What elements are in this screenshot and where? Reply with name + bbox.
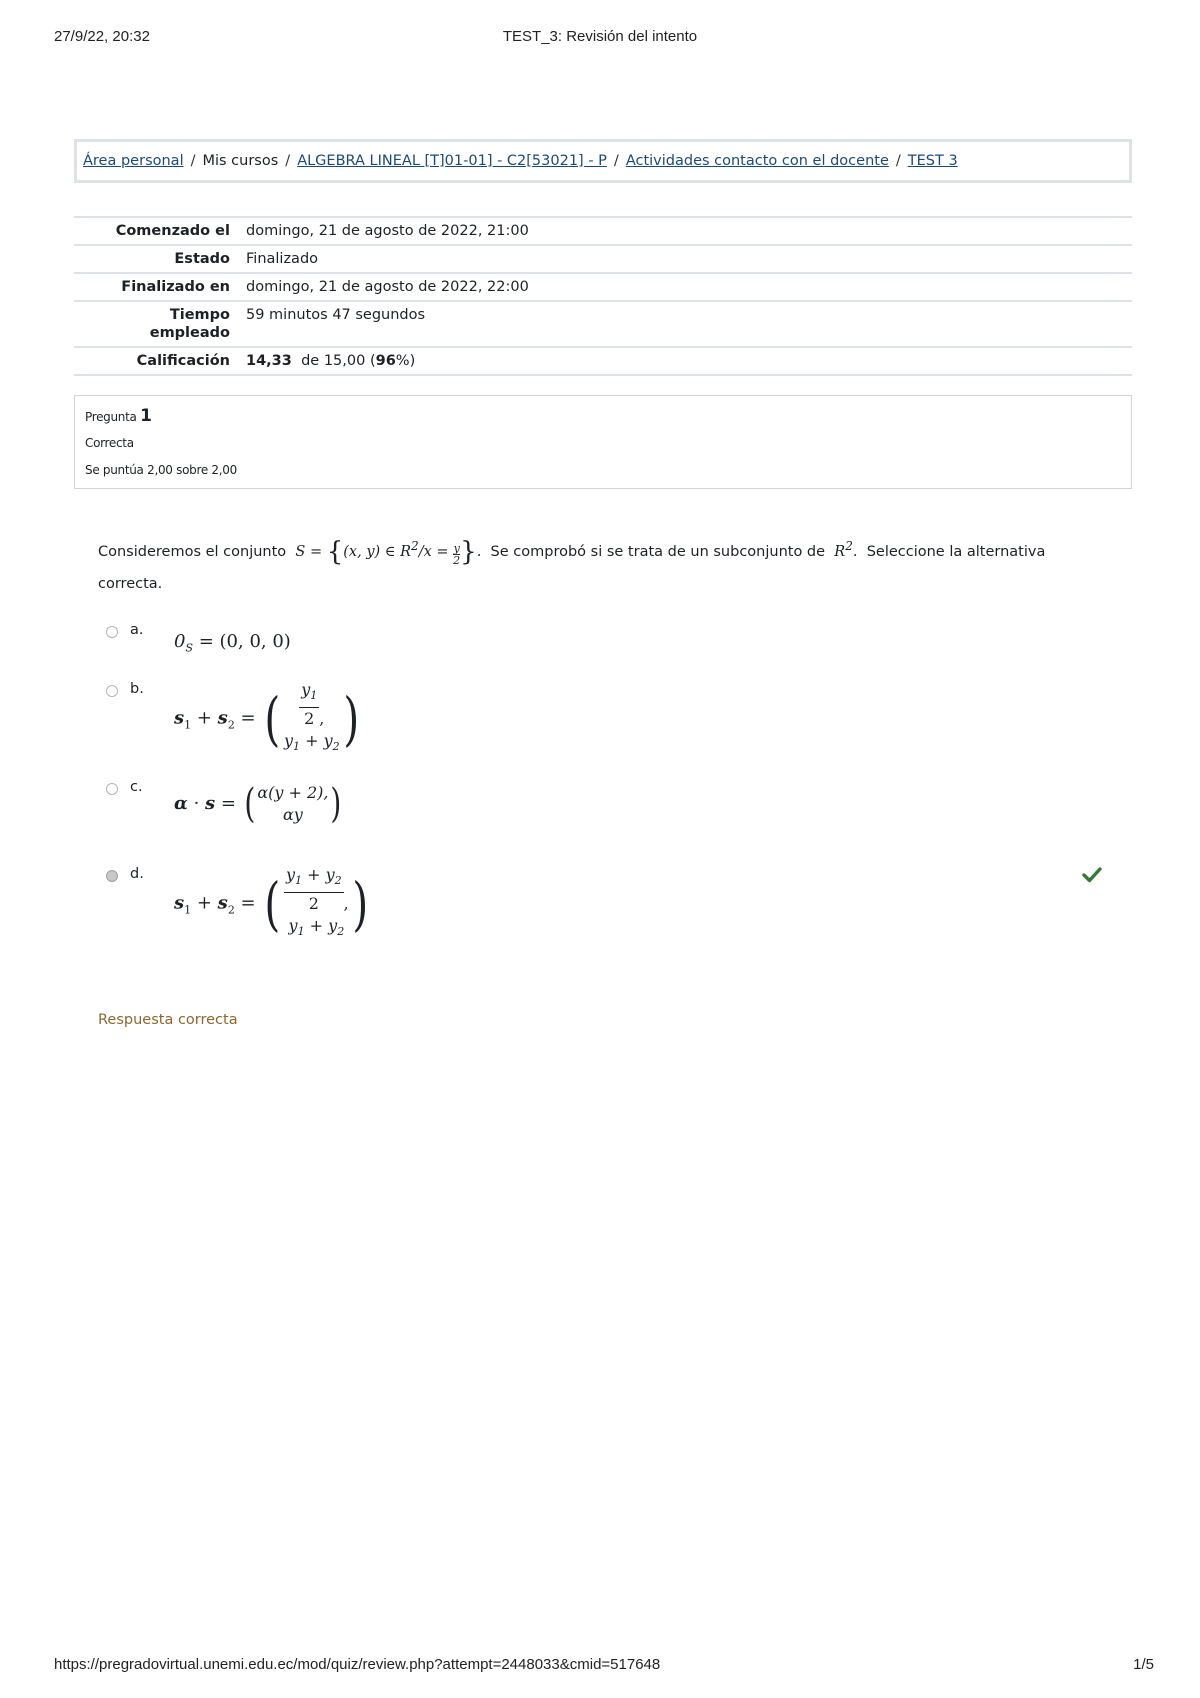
summary-row-state [74,245,1132,273]
breadcrumb-separator: / [285,153,291,169]
question-text-post: Seleccione la alternativa correcta. [98,543,1046,592]
summary-label: Calificación [136,353,230,369]
time-label-line2: empleado [149,325,230,341]
summary-value: domingo, 21 de agosto de 2022, 22:00 [246,279,529,295]
summary-value: Finalizado [246,251,319,267]
feedback-correct: Respuesta correcta [98,1012,238,1028]
option-letter: d. [130,866,144,882]
breadcrumb-separator: / [190,153,196,169]
summary-row-time [74,301,1132,347]
summary-label: Finalizado en [121,279,230,295]
grade-score: 14,33 [246,353,292,369]
option-c-radio[interactable] [106,783,118,795]
option-letter: a. [130,622,144,638]
breadcrumb-mis-cursos: Mis cursos [202,153,279,169]
breadcrumb-area-personal[interactable]: Área personal [83,153,184,169]
breadcrumb-separator: / [613,153,619,169]
option-a-formula: $0_S = (0$, 0, 0) [174,631,291,655]
attempt-summary-table [74,216,1132,376]
option-c-formula: α · s = ( α(y + 2), αy ) [174,781,342,827]
option-b-radio[interactable] [106,685,118,697]
question-label: Pregunta [85,410,137,424]
question-info-box [74,395,1132,489]
set-definition-formula: S = {(x, y) ∈ $R^2/x$ = $\frac{y}{2}$ }. [290,536,482,567]
summary-row-grade [74,347,1132,375]
breadcrumb-test3[interactable]: TEST 3 [907,153,958,169]
option-letter: c. [130,779,143,795]
question-mark: Se puntúa 2,00 sobre 2,00 [85,463,237,477]
option-d-formula: $s_1 + s_2$ = ( $\frac{y_1 + y_2}{2}$ , $y_1 + y_2$ ) [174,865,368,939]
question-number [85,406,1121,433]
summary-label: Comenzado el [115,223,230,239]
option-letter: b. [130,681,144,697]
question-text [98,530,1098,600]
summary-label [74,301,238,347]
breadcrumb-separator: / [895,153,901,169]
summary-label: Estado [174,251,230,267]
option-b-formula: $s_1 + s_2$ = ( $\frac{y_1}{2}$ , $y_1 + y_2$) [174,680,359,754]
summary-value: 59 minutos 47 segundos [246,307,426,323]
grade-total: de 15,00 ( [301,353,376,369]
option-d-radio[interactable] [106,870,118,882]
question-number-value: 1 [140,406,152,426]
r2-formula: $R^2$. [829,539,858,560]
time-label-line1: Tiempo [169,307,230,323]
correct-check-icon [1082,866,1102,884]
breadcrumb-course[interactable]: ALGEBRA LINEAL [T]01-01] - C2[53021] - P [297,153,607,169]
breadcrumb [74,139,1132,183]
option-a-radio[interactable] [106,626,118,638]
grade-end: %) [395,353,416,369]
print-title: TEST_3: Revisión del intento [502,28,698,45]
breadcrumb-actividades[interactable]: Actividades contacto con el docente [625,153,889,169]
question-text-pre: Consideremos el conjunto [98,543,287,560]
summary-value: domingo, 21 de agosto de 2022, 21:00 [246,223,529,239]
summary-value [238,347,1132,375]
grade-percent: 96 [375,353,396,369]
question-text-mid: Se comprobó si se trata de un subconjunto de [490,543,826,560]
print-url: https://pregradovirtual.unemi.edu.ec/mod/quiz/review.php?attempt=2448033&cmid=517648 [54,1656,661,1673]
summary-row-started [74,217,1132,245]
print-date: 27/9/22, 20:32 [54,28,150,45]
summary-row-finished [74,273,1132,301]
question-status: Correcta [85,436,134,450]
print-page-number: 1/5 [1133,1656,1154,1673]
